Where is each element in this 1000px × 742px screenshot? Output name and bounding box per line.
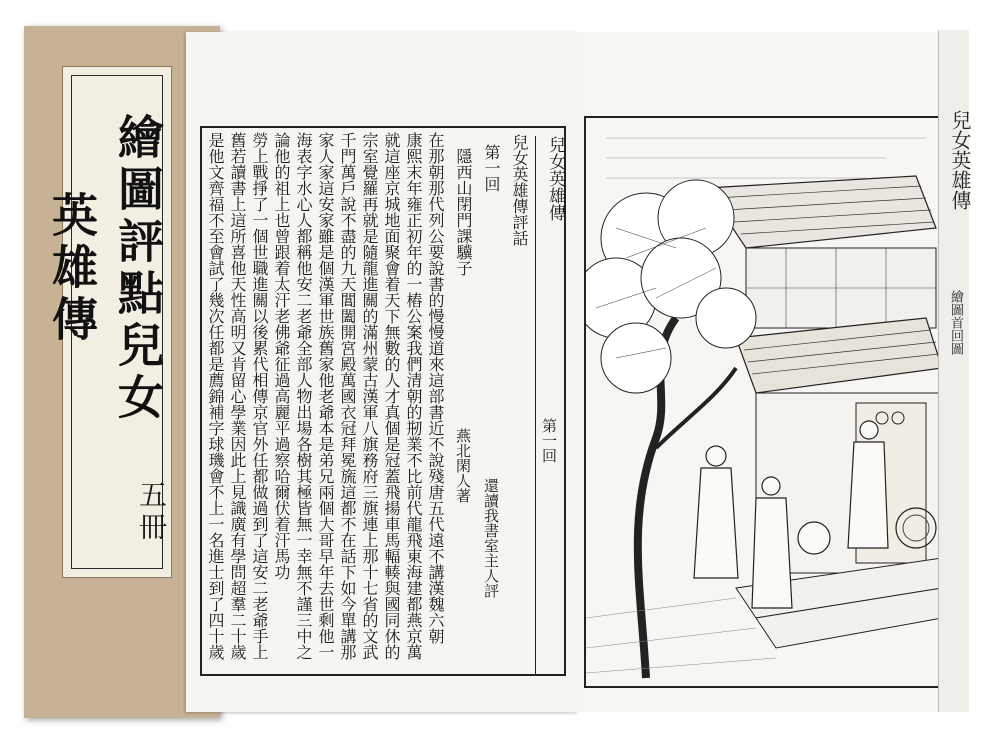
text-column: 是他文齊福不至會試了幾次任都是薦錦補字球璣會不上一名進士到了四十歲 [206,132,225,660]
text-column: 就這座京城地面聚會着天下無數的人才真個是冠蓋飛揚車馬輻輳與國同休的 [382,132,401,660]
text-frame [200,126,566,676]
text-column: 論他的祖上也曾跟着太汗老佛爺征過高麗平過察哈爾伏着汗馬功 [272,132,291,580]
author-note: 燕北閑人著 [454,428,472,503]
editor-note: 還讀我書室主人評 [482,478,500,598]
chapter-marker: 第一回 [540,418,558,463]
text-column: 宗室覺羅再就是隨龍進關的滿州蒙古漢軍八旗務府三旗連上那十七省的文武 [360,132,379,660]
text-column: 在那朝那代列公要說書的慢慢道來這部書近不說殘唐五代遠不講漢魏六朝 [426,132,445,644]
illustration-frame [584,116,944,688]
cover-title: 繪圖評點兒女英雄傳 [45,113,165,425]
chapter-title: 第一回 [482,144,501,192]
text-column: 家人家這安家雖是個漢軍世族舊家他老爺本是弟兄兩個大哥早年去世剩他一 [316,132,335,660]
title-slip [45,66,172,578]
text-column: 勞上戰掙了一個世職進關以後累代相傳京官外任都做過到了這安二老爺手上 [250,132,269,660]
text-column: 舊若讀書上這所喜他天性高明又肯留心學業因此上見識廣有學問超羣二十歲 [228,132,247,660]
book-heading: 兒女英雄傳評話 [510,134,529,246]
left-page [186,32,578,712]
chapter-subtitle: 隱西山閉門課驥子 [454,148,473,276]
text-column: 千門萬戶說不盡的九天閶闔開宮殿萬國衣冠拜冕旒這都不在話下如今單講那 [338,132,357,660]
volume-label: 五冊 [135,480,168,544]
right-margin-title: 兒女英雄傳 [948,110,972,210]
right-page [578,32,964,712]
woodblock-illustration [586,118,942,686]
text-column: 海表字水心人都稱他安二老爺全部人物出場各樹其極皆無一幸無不謹三中之 [294,132,313,660]
text-column: 康熙末年雍正初年的一樁公案我們清朝的剏業不比前代龍飛東海建都燕京萬 [404,132,423,660]
margin-title: 兒女英雄傳 [535,136,566,676]
right-margin-subtitle: 繪圖首回圖 [948,290,963,355]
